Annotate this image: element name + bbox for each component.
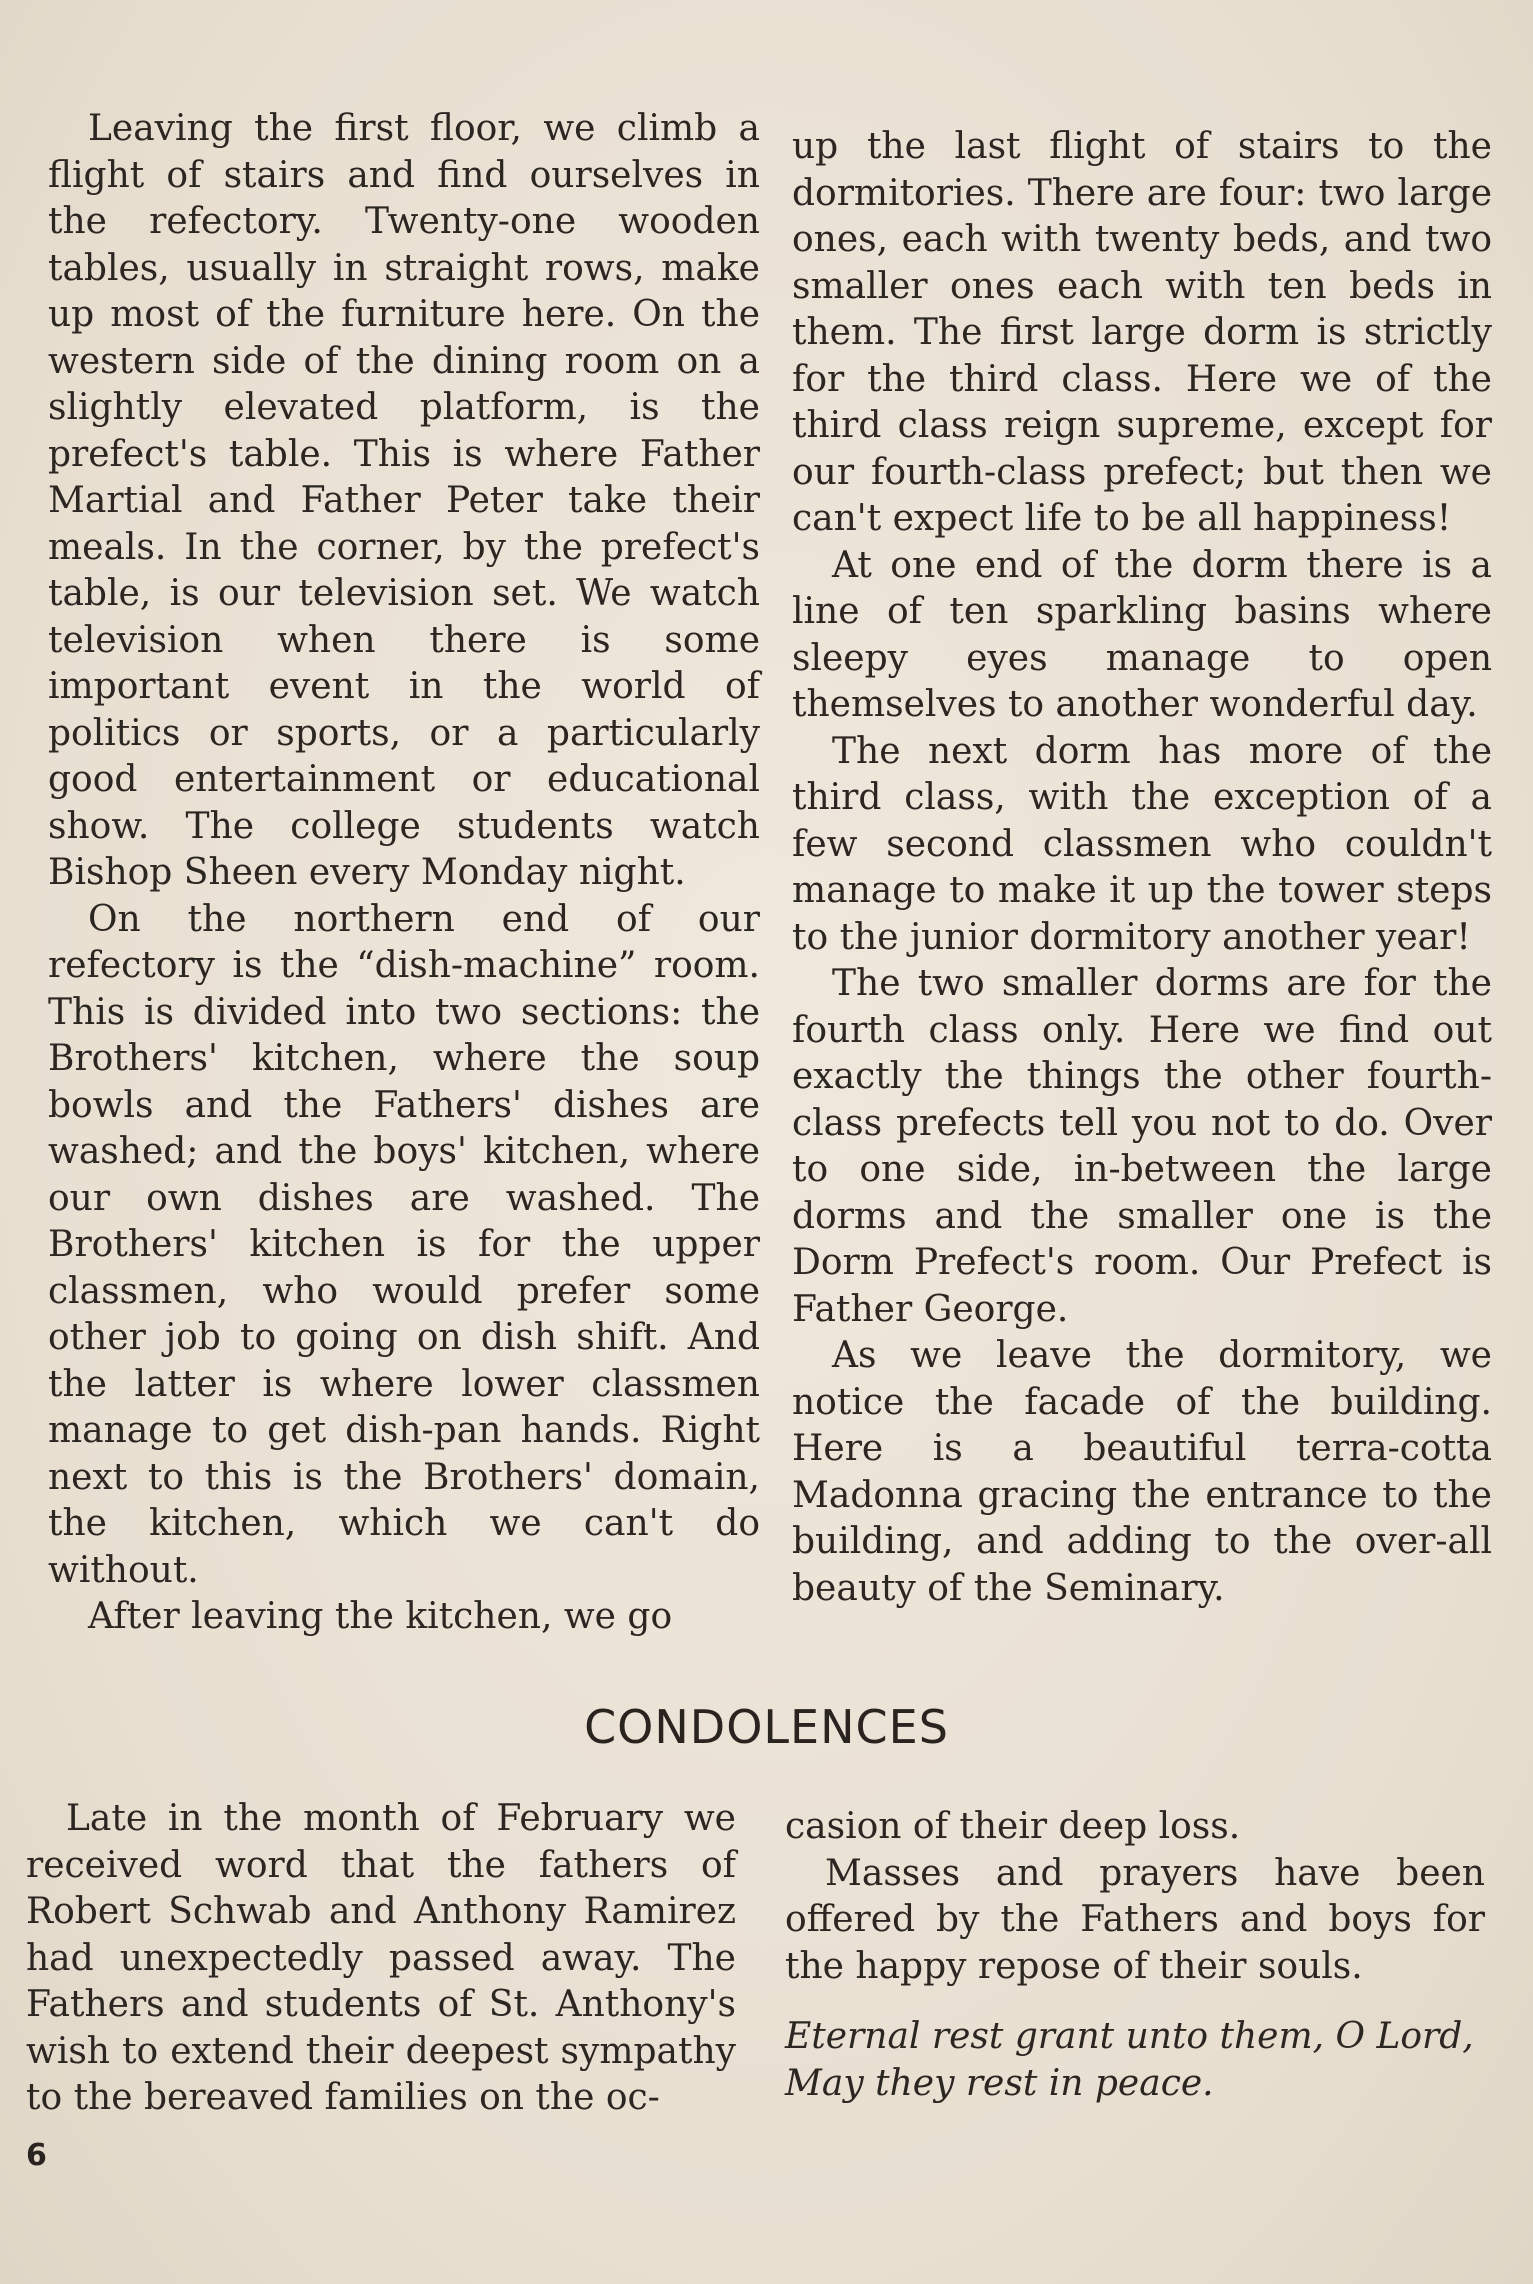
condolences-paragraph: casion of their deep loss.	[785, 1806, 1241, 1847]
condolences-paragraph: Late in the month of February we received word that the fathers of Robert Schwab and Anthony Ramirez had unexpectedly passed away. The Fathers and students of St. Anthony's wish to extend their deepest sympathy to the bereaved families on the oc-	[26, 1798, 736, 2118]
article-paragraph: The two smaller dorms are for the fourth class only. Here we find out exactly the things the other fourth-class prefects tell you not to do. Over to one side, in-between the large dorms and the smaller one is the Dorm Prefect's room. Our Prefect is Father George.	[792, 963, 1492, 1330]
article-paragraph: up the last flight of stairs to the dormitories. There are four: two large ones, each with twenty beds, and two smaller ones each with ten beds in them. The first large dorm is strictly for the third class. Here we of the third class reign supreme, except for our fourth-class prefect; but then we can't expect life to be all happiness!	[792, 126, 1492, 539]
article-paragraph: At one end of the dorm there is a line of ten sparkling basins where sleepy eyes manage to open themselves to another wonderful day.	[792, 544, 1492, 725]
article-paragraph: As we leave the dormitory, we notice the facade of the building. Here is a beautiful terra-cotta Madonna gracing the entrance to the building, and adding to the over-all beauty of the Seminary.	[792, 1335, 1492, 1609]
prayer-verse-line-1: Eternal rest grant unto them, O Lord,	[785, 2016, 1474, 2057]
prayer-verse-line-2: May they rest in peace.	[785, 2062, 1214, 2104]
condolences-column-right	[785, 1804, 1485, 2107]
article-paragraph: The next dorm has more of the third class, with the exception of a few second classmen who couldn't manage to make it up the tower steps to the junior dormitory another year!	[792, 730, 1492, 958]
page-number: 6	[26, 2138, 47, 2173]
condolences-heading: CONDOLENCES	[584, 1700, 949, 1754]
condolences-paragraph: Masses and prayers have been offered by the Fathers and boys for the happy repose of their souls.	[785, 1852, 1485, 1987]
article-paragraph: Leaving the first floor, we climb a flight of stairs and find ourselves in the refectory. Twenty-one wooden tables, usually in straight rows, make up most of the furniture here. On the western side of the dining room on a slightly elevated platform, is the prefect's table. This is where Father Martial and Father Peter take their meals. In the corner, by the prefect's table, is our television set. We watch television when there is some important event in the world of politics or sports, or a particularly good entertainment or educational show. The college students watch Bishop Sheen every Monday night.	[48, 108, 760, 893]
article-paragraph: On the northern end of our refectory is the “dish-machine” room. This is divided into two sections: the Brothers' kitchen, where the soup bowls and the Fathers' dishes are washed; and the boys' kitchen, where our own dishes are washed. The Brothers' kitchen is for the upper classmen, who would prefer some other job to going on dish shift. And the latter is where lower classmen manage to get dish-pan hands. Right next to this is the Brothers' domain, the kitchen, which we can't do without.	[48, 898, 760, 1591]
condolences-column-left	[26, 1796, 736, 2122]
article-column-left	[48, 106, 760, 1641]
article-paragraph: After leaving the kitchen, we go	[88, 1596, 673, 1637]
prayer-verse	[785, 2014, 1485, 2107]
article-column-right	[792, 124, 1492, 1612]
